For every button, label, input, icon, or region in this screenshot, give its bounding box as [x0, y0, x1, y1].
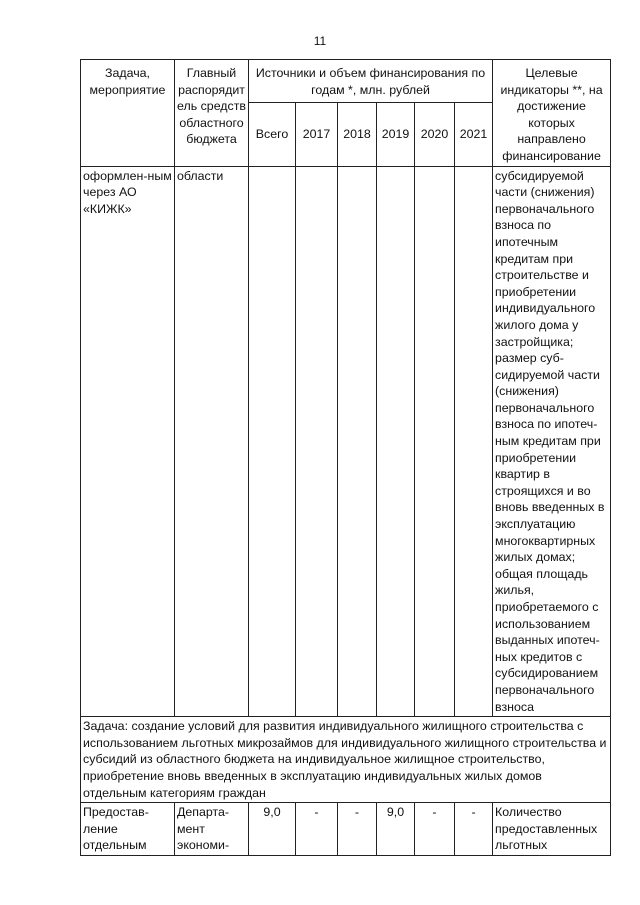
row1-task: оформлен-ным через АО «КИЖК» — [81, 166, 175, 717]
row2-distributor: Департа-мент экономи- — [175, 803, 249, 856]
row2-value-2017: - — [296, 803, 338, 856]
task-row — [81, 717, 611, 803]
row1-value-2017 — [296, 166, 338, 717]
row1-value-2021 — [455, 166, 493, 717]
row1-value-2020 — [415, 166, 455, 717]
row2-value-2021: - — [455, 803, 493, 856]
row1-value-2019 — [377, 166, 415, 717]
header-year-2019: 2019 — [377, 103, 415, 167]
funding-table — [80, 59, 611, 856]
row1-indicators: субсидируемой части (снижения) первоначального взноса по ипотечным кредитам при строительстве и приобретении индивидуального жилого дома у застройщика; размер суб-сидируемой части (снижения) первоначального взноса по ипотеч-ным кредитам при приобретении квартир в строящихся и во вновь введенных в эксплуатацию многоквартирных жилых домах; общая площадь жилья, приобретаемого с использованием выданных ипотеч-ных кредитов с субсидированием первоначального взноса — [493, 166, 611, 717]
header-distributor: Главный распорядитель средств областного бюджета — [175, 60, 249, 167]
header-year-2020: 2020 — [415, 103, 455, 167]
row2-value-2020: - — [415, 803, 455, 856]
row1-distributor: области — [175, 166, 249, 717]
row2-value-2018: - — [338, 803, 377, 856]
table-row — [81, 166, 611, 717]
header-funding: Источники и объем финансирования по годам *, млн. рублей — [249, 60, 493, 103]
header-year-2018: 2018 — [338, 103, 377, 167]
page-number: 11 — [313, 34, 327, 48]
header-year-total: Всего — [249, 103, 296, 167]
header-indicators: Целевые индикаторы **, на достижение которых направлено финансирование — [493, 60, 611, 167]
table-row — [81, 803, 611, 856]
row2-indicators: Количество предоставленных льготных — [493, 803, 611, 856]
row2-value-total: 9,0 — [249, 803, 296, 856]
header-year-2017: 2017 — [296, 103, 338, 167]
row2-value-2019: 9,0 — [377, 803, 415, 856]
header-year-2021: 2021 — [455, 103, 493, 167]
row1-value-2018 — [338, 166, 377, 717]
task-description: Задача: создание условий для развития индивидуального жилищного строительства с использованием льготных микрозаймов для индивидуального жилищного строительства и субсидий из областного бюджета на индивидуальное жилищное строительство, приобретение вновь введенных в эксплуатацию индивидуальных жилых домов отдельным категориям граждан — [81, 717, 611, 803]
header-task: Задача, мероприятие — [81, 60, 175, 167]
row1-value-total — [249, 166, 296, 717]
header-row — [81, 60, 611, 103]
row2-task: Предостав-ление отдельным — [81, 803, 175, 856]
